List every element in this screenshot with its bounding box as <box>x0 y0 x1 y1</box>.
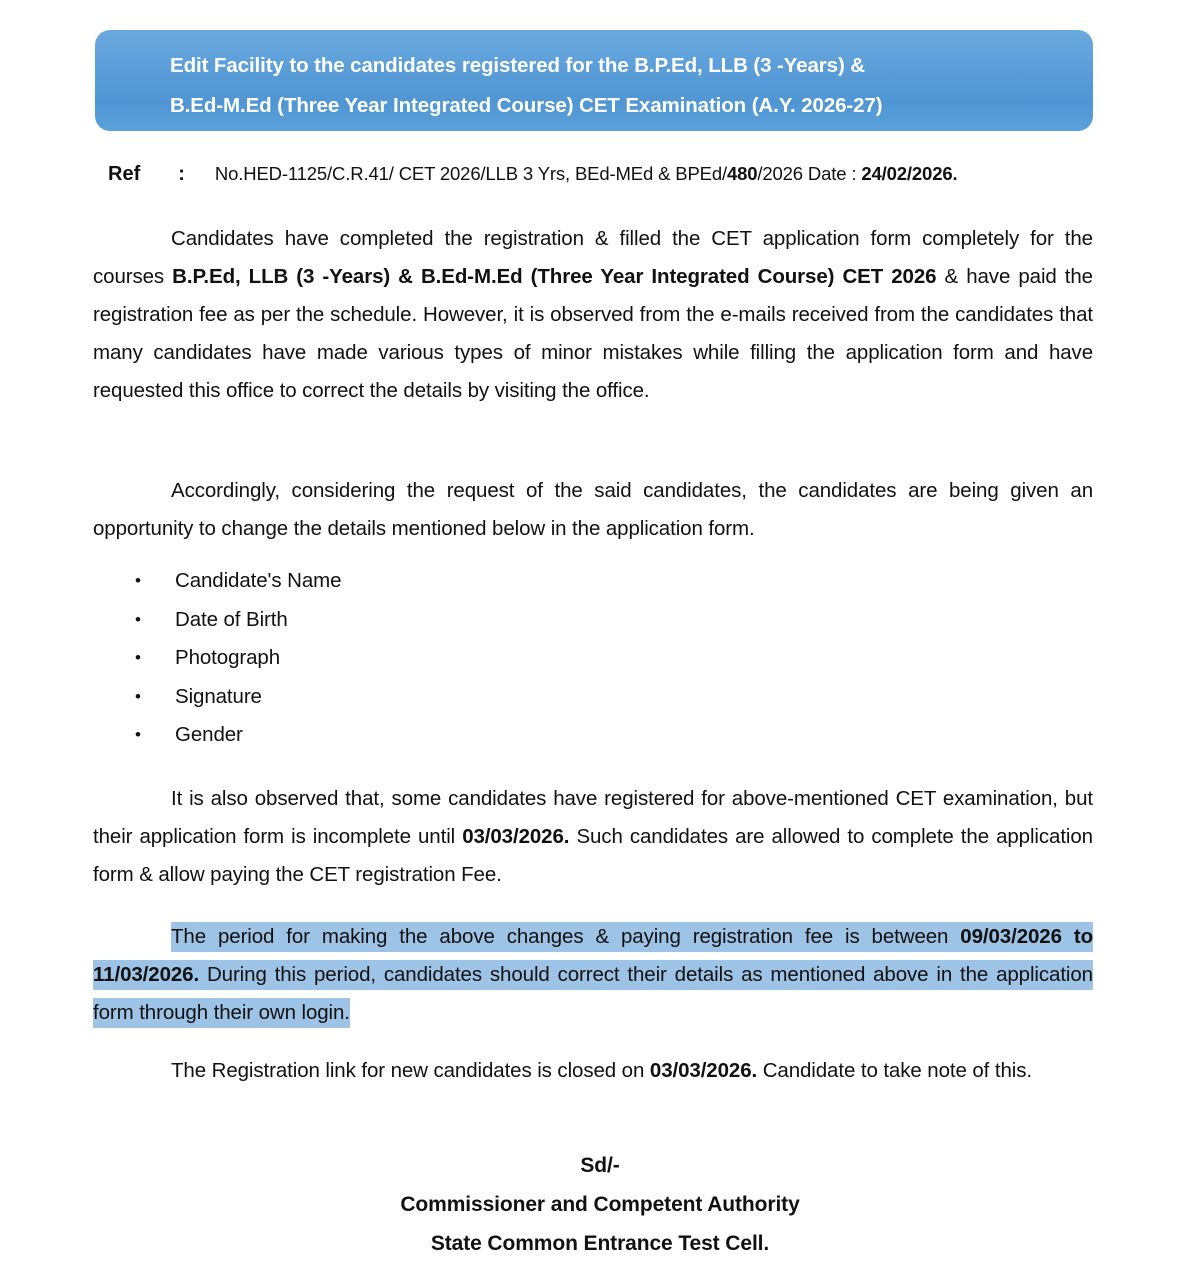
paragraph-3 <box>93 780 1093 894</box>
reference-separator: : <box>178 163 185 185</box>
highlight-span <box>93 922 1093 1028</box>
reference-middle: /2026 Date : <box>757 163 862 184</box>
list-item-label: Signature <box>175 684 262 708</box>
paragraph-3-bold-date: 03/03/2026. <box>462 825 570 848</box>
bullet-icon: • <box>135 609 141 629</box>
reference-prefix: No.HED-1125/C.R.41/ CET 2026/LLB 3 Yrs, BEd-MEd & BPEd/ <box>214 163 727 184</box>
document-title-banner <box>95 30 1093 131</box>
signature-block <box>0 1146 1200 1263</box>
paragraph-5-container <box>93 1052 1093 1090</box>
paragraph-2-container <box>93 472 1093 548</box>
list-item <box>93 678 341 717</box>
paragraph-5-text-a: The Registration link for new candidates is closed on <box>171 1059 650 1082</box>
paragraph-1 <box>93 220 1093 410</box>
banner-title-line-1: Edit Facility to the candidates registered for the B.P.Ed, LLB (3 -Years) & <box>170 54 865 77</box>
bullet-icon: • <box>135 725 141 744</box>
paragraph-5 <box>93 1052 1093 1090</box>
list-item <box>93 639 341 678</box>
editable-fields-list <box>93 562 341 755</box>
bullet-icon: • <box>135 571 141 590</box>
highlighted-text-a: The period for making the above changes & paying registration fee is between <box>171 925 961 948</box>
list-item-label: Candidate's Name <box>175 569 342 592</box>
highlighted-text-b: During this period, candidates should correct their details as mentioned above in the application form through their own login. <box>93 963 1093 1024</box>
list-item <box>93 716 341 755</box>
paragraph-3-container <box>93 780 1093 894</box>
signature-sd-line: Sd/- <box>580 1154 620 1177</box>
bullet-icon: • <box>135 648 141 667</box>
highlighted-bold-dates: 09/03/2026 to 11/03/2026. <box>93 925 1093 986</box>
list-item <box>93 601 341 640</box>
highlighted-paragraph <box>93 918 1093 1032</box>
reference-line <box>108 163 957 186</box>
paragraph-1-text-a: Candidates have completed the registration & filled the CET application form completely for the courses <box>93 227 1093 288</box>
list-item <box>93 562 341 601</box>
signature-designation: Commissioner and Competent Authority <box>400 1193 800 1216</box>
list-item-label: Gender <box>175 723 243 746</box>
paragraph-1-bold-courses: B.P.Ed, LLB (3 -Years) & B.Ed-M.Ed (Three Year Integrated Course) CET 2026 <box>172 265 937 288</box>
list-item-label: Date of Birth <box>175 607 288 631</box>
paragraph-5-bold-date: 03/03/2026. <box>649 1059 758 1082</box>
reference-value <box>215 163 958 185</box>
paragraph-5-text-b: Candidate to take note of this. <box>757 1059 1032 1082</box>
list-item-label: Photograph <box>175 646 281 669</box>
reference-number: 480 <box>726 163 758 184</box>
banner-title-line-2: B.Ed-M.Ed (Three Year Integrated Course) CET Examination (A.Y. 2026-27) <box>170 94 883 117</box>
paragraph-3-text-a: It is also observed that, some candidates have registered for above-mentioned CET examination, but their application form is incomplete until <box>93 787 1093 848</box>
signature-office: State Common Entrance Test Cell. <box>430 1232 770 1255</box>
reference-label: Ref <box>108 163 141 185</box>
paragraph-1-text-b: & have paid the registration fee as per the schedule. However, it is observed from the e-mails received from the candidates that many candidates have made various types of minor mistakes while filling the application form and have requested this office to correct the details by visiting the office. <box>93 265 1093 402</box>
paragraph-2: Accordingly, considering the request of the said candidates, the candidates are being given an opportunity to change the details mentioned below in the application form. <box>93 479 1093 540</box>
bullet-icon: • <box>135 686 141 706</box>
paragraph-1-container <box>93 220 1093 410</box>
paragraph-3-text-b: Such candidates are allowed to complete the application form & allow paying the CET registration Fee. <box>93 825 1093 886</box>
reference-date: 24/02/2026. <box>861 163 958 184</box>
